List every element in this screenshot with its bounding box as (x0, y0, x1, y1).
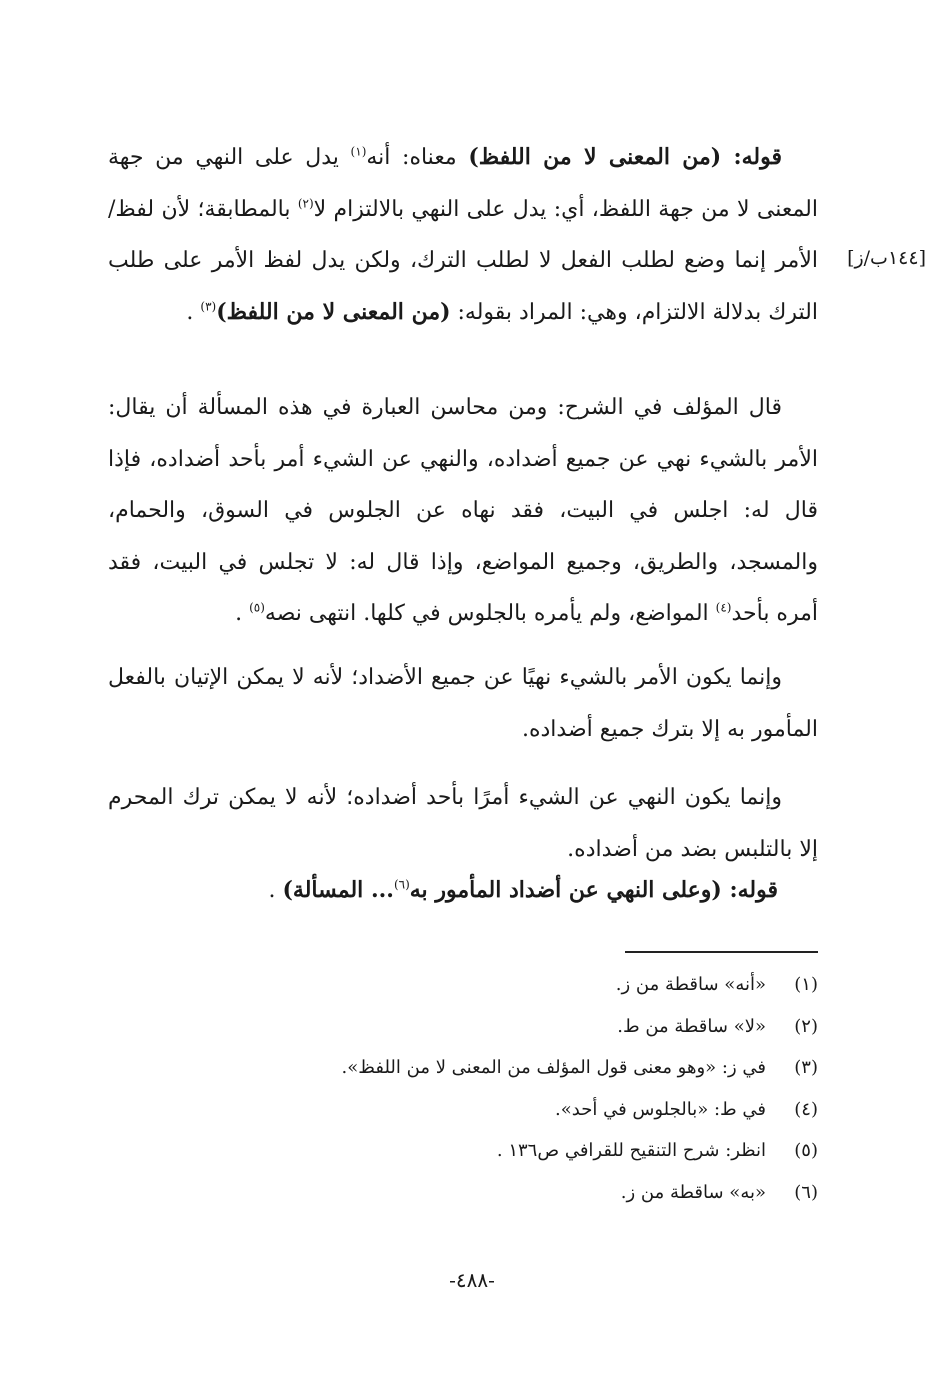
footnote-text: «لا» ساقطة من ط. (617, 1015, 766, 1037)
footnote-ref: (٢) (297, 196, 314, 211)
footnote-number: (٤) (794, 1098, 818, 1120)
text-run: معناه: أنه (366, 145, 469, 170)
footnote-number: (٢) (794, 1015, 818, 1037)
text-run: المواضع، ولم يأمره بالجلوس في كلها. انتهى نصه (264, 601, 716, 626)
footnote-item (300, 1172, 818, 1214)
text-run: بالمطابقة؛ لأن لفظ/ الأمر إنما وضع لطلب الفعل لا لطلب الترك، ولكن يدل لفظ الأمر على طلب الترك بدلالة الالتزام، وهي: المراد بقوله: (108, 196, 818, 325)
footnote-item (300, 964, 818, 1006)
folio-margin-note: [١٤٤ب/ز] (847, 247, 926, 269)
footnotes (300, 964, 818, 1213)
text-run: يدل على النهي من جهة المعنى لا من جهة اللفظ، أي: يدل على النهي بالالتزام لا (108, 145, 818, 222)
text-run: . (186, 299, 201, 325)
footnote-ref: (١) (350, 144, 367, 159)
footnote-text: «به» ساقطة من ز. (620, 1181, 766, 1203)
footnote-item (300, 1130, 818, 1172)
text-run: . (235, 601, 250, 626)
footnote-number: (١) (794, 974, 818, 995)
paragraph-3 (108, 652, 818, 755)
text-run: . (268, 878, 283, 903)
text-run: وإنما يكون النهي عن الشيء أمرًا بأحد أضداده؛ لأنه لا يمكن ترك المحرم إلا بالتلبس بضد من أضداده. (108, 785, 818, 862)
text-run: قال المؤلف في الشرح: ومن محاسن العبارة في هذه المسألة أن يقال: الأمر بالشيء نهي عن جميع أضداده، والنهي عن الشيء أمر بأحد أضداده، فإذا قال له: اجلس في البيت، فقد نهاه عن الجلوس في السوق، والحمام، والمسجد، والطريق، وجميع المواضع، وإذا قال له: لا تجلس في البيت، فقد أمره بأحد (108, 395, 818, 626)
footnote-text: في ز: «وهو معنى قول المؤلف من المعنى لا من اللفظ». (341, 1057, 766, 1078)
footnote-number: (٣) (794, 1057, 818, 1078)
quote-heading: قوله: (من المعنى لا من اللفظ) (468, 144, 782, 170)
paragraph-1 (108, 132, 818, 338)
footnote-ref: (٥) (249, 600, 265, 615)
footnote-number: (٦) (794, 1181, 818, 1203)
footnote-ref: (٦) (393, 877, 410, 892)
paragraph-5 (108, 865, 818, 917)
footnote-text: في ط: «بالجلوس في أحد». (555, 1098, 766, 1120)
footnote-item (300, 1006, 818, 1048)
paragraph-4 (108, 772, 818, 875)
quote-inline: (من المعنى لا من اللفظ) (216, 298, 451, 325)
footnote-ref: (٣) (200, 299, 217, 314)
footnote-item (300, 1047, 818, 1089)
footnote-text: انظر: شرح التنقيح للقرافي ص١٣٦ . (496, 1140, 766, 1161)
footnote-text: «أنه» ساقطة من ز. (615, 974, 766, 995)
paragraph-2 (108, 382, 818, 640)
quote-heading-end: ... المسألة) (282, 877, 394, 903)
footnote-number: (٥) (794, 1140, 818, 1161)
text-run: وإنما يكون الأمر بالشيء نهيًا عن جميع الأضداد؛ لأنه لا يمكن الإتيان بالفعل المأمور به إلا بترك جميع أضداده. (108, 665, 818, 742)
quote-heading: قوله: (وعلى النهي عن أضداد المأمور به (409, 877, 778, 903)
footnote-item (300, 1089, 818, 1131)
footnote-divider (625, 951, 818, 953)
page-number: -٤٨٨- (449, 1268, 495, 1292)
footnote-ref: (٤) (715, 600, 732, 615)
